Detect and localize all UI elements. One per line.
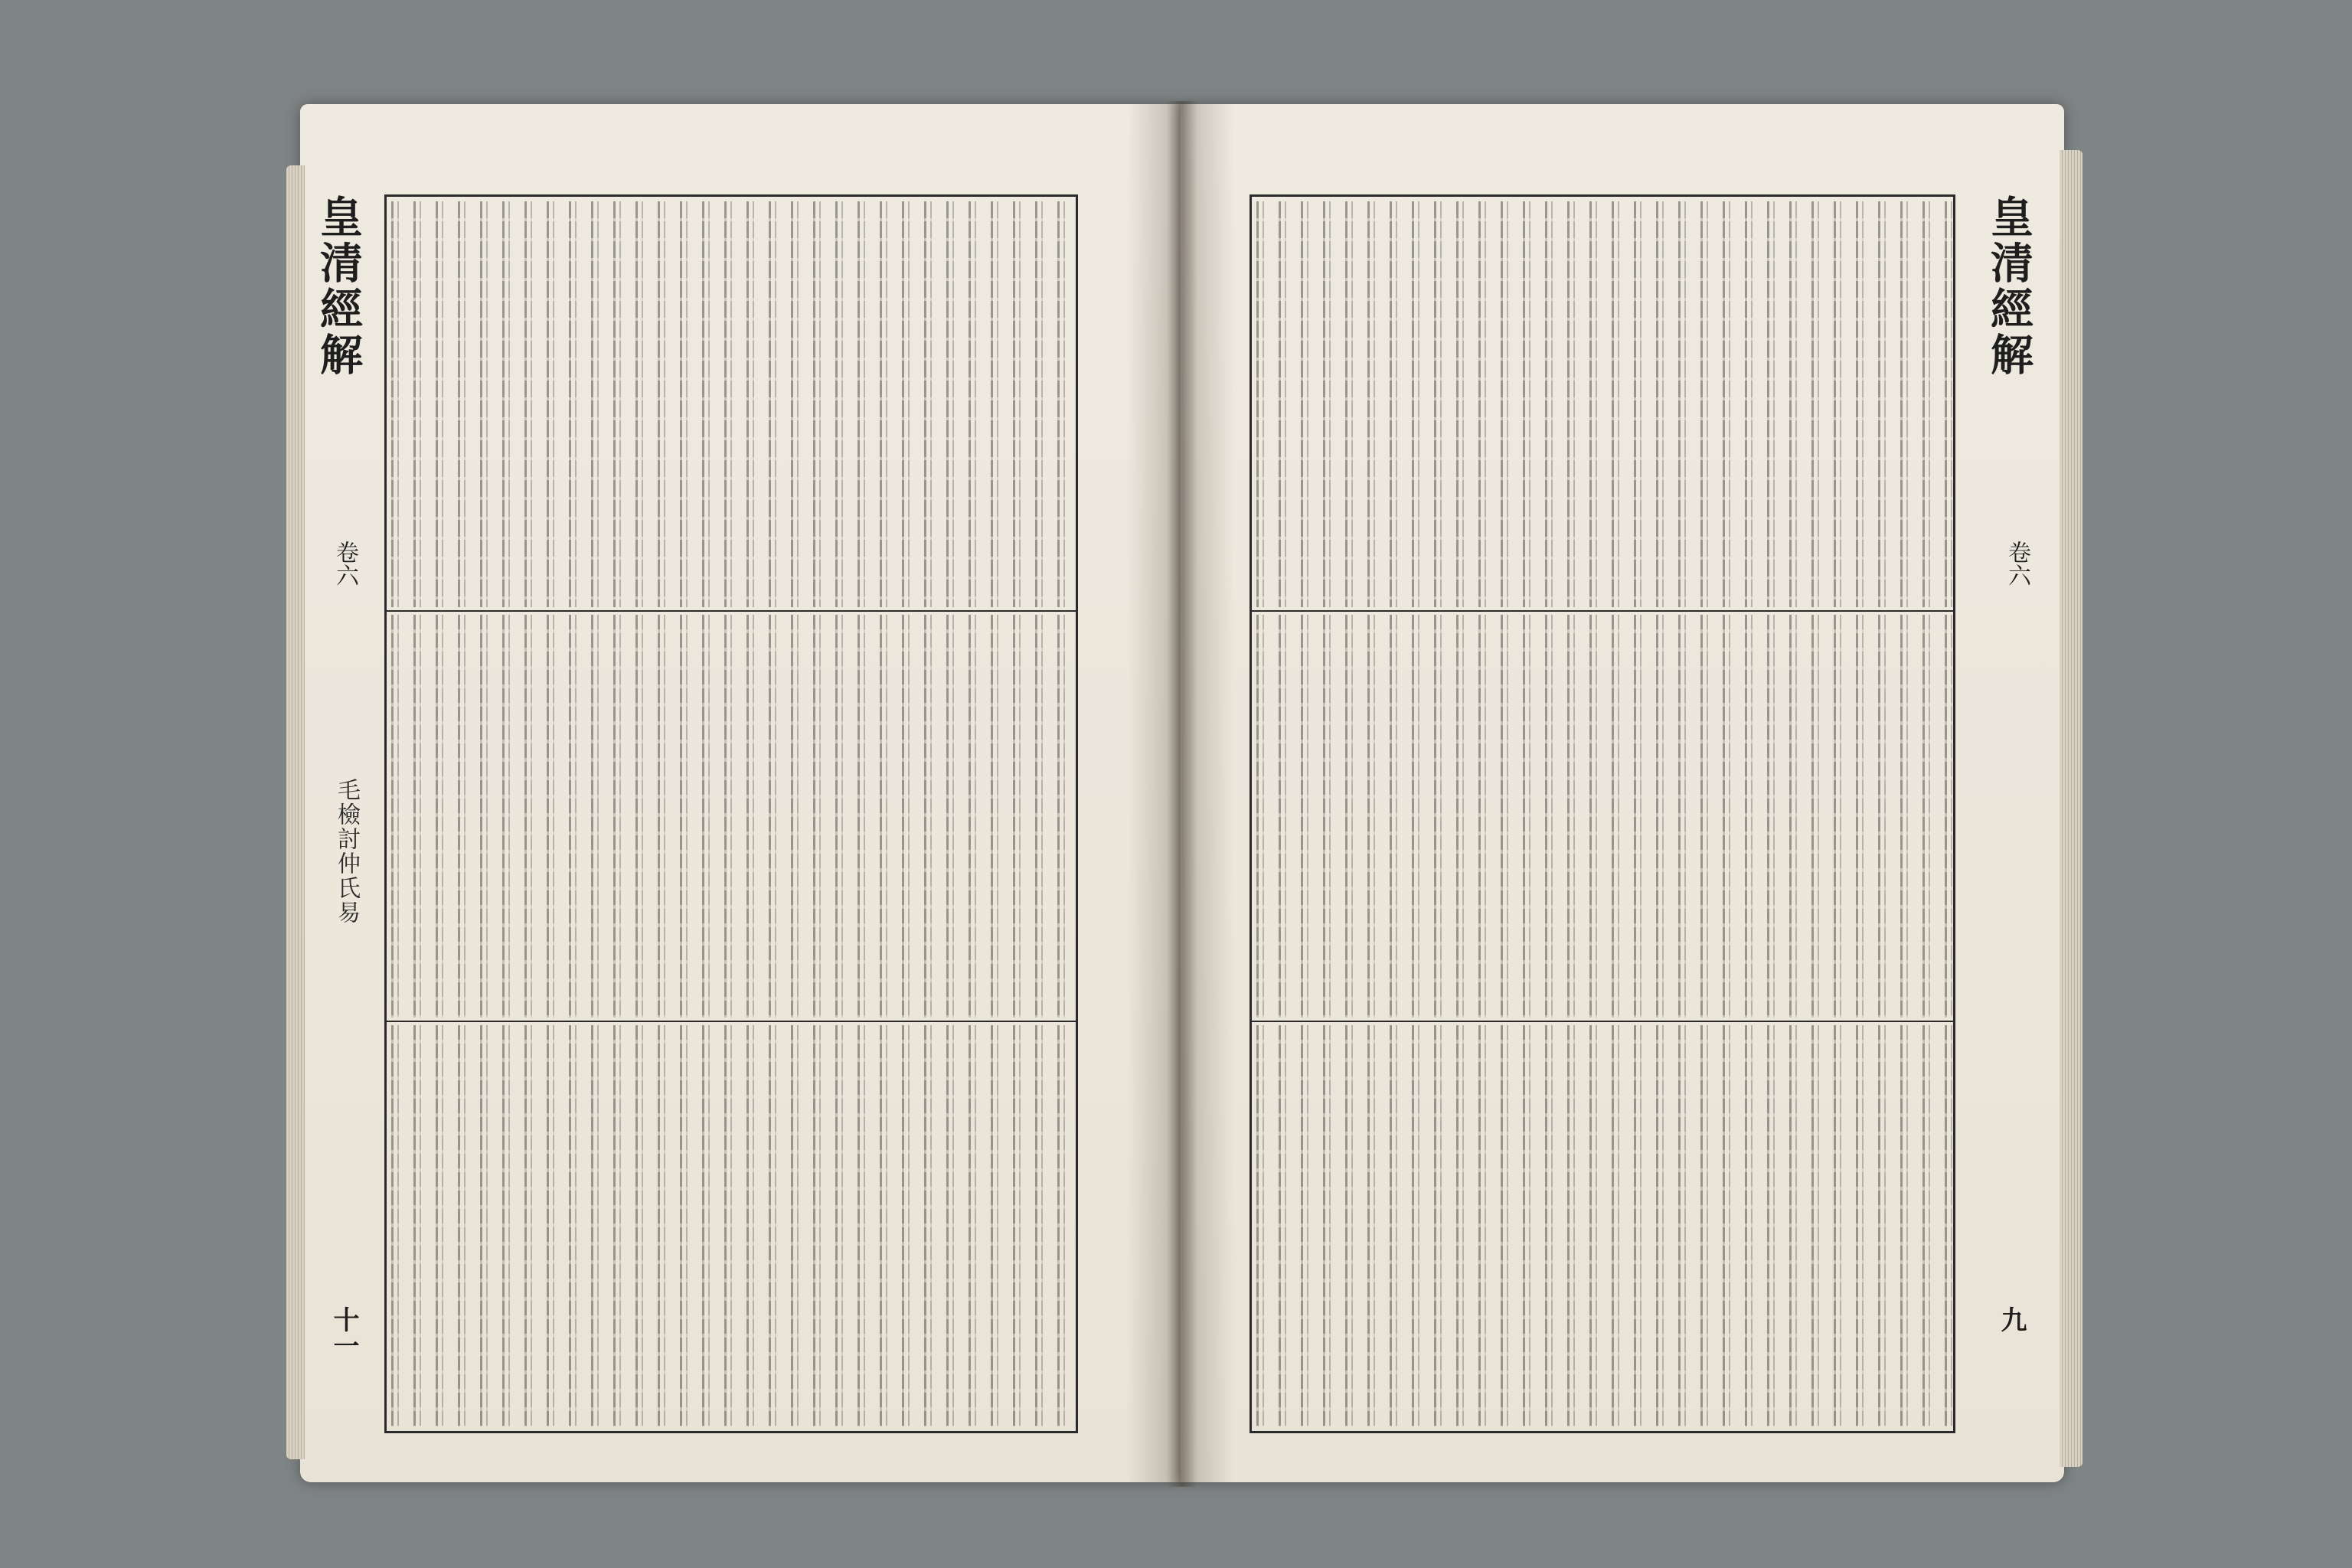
right-upper-text-columns — [1252, 201, 1953, 607]
right-margin-volume: 卷六 — [2004, 541, 2030, 586]
left-lower-text-columns — [387, 1025, 1076, 1426]
open-book — [300, 86, 2064, 1510]
right-register-rule-2 — [1252, 1021, 1953, 1022]
left-margin-volume: 卷六 — [332, 541, 358, 586]
left-text-frame — [384, 194, 1078, 1433]
right-register-rule-1 — [1252, 610, 1953, 612]
right-middle-text-columns — [1252, 615, 1953, 1018]
left-middle-text-columns — [387, 615, 1076, 1018]
left-middle-register — [387, 615, 1076, 1018]
right-margin-title: 皇清經解 — [1984, 194, 2034, 378]
right-lower-register — [1252, 1025, 1953, 1426]
left-page-edges — [286, 165, 305, 1459]
right-page-edges — [2060, 150, 2082, 1467]
book-spine-gutter — [1167, 101, 1197, 1487]
left-margin-title: 皇清經解 — [313, 194, 364, 378]
left-register-rule-2 — [387, 1021, 1076, 1022]
left-lower-register — [387, 1025, 1076, 1426]
right-page — [1181, 104, 2064, 1482]
left-upper-text-columns — [387, 201, 1076, 607]
right-upper-register — [1252, 201, 1953, 607]
left-margin-author: 毛檢討仲氏易 — [333, 778, 360, 925]
left-page — [300, 104, 1181, 1482]
left-register-rule-1 — [387, 610, 1076, 612]
right-lower-text-columns — [1252, 1025, 1953, 1426]
right-text-frame — [1250, 194, 1955, 1433]
right-folio-number: 九 — [1996, 1306, 2027, 1332]
left-folio-number: 十一 — [328, 1306, 359, 1358]
right-middle-register — [1252, 615, 1953, 1018]
left-upper-register — [387, 201, 1076, 607]
